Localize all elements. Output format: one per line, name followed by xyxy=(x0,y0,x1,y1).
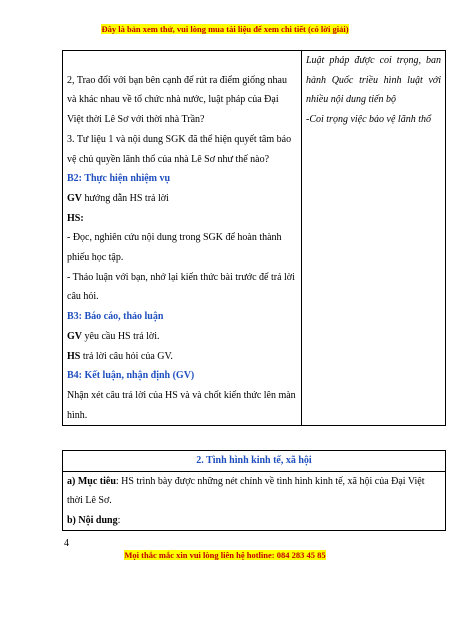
content-label: b) Nội dung xyxy=(67,514,118,526)
step-2-title: B2: Thực hiện nhiệm vụ xyxy=(67,173,171,185)
teacher-student-activities-cell xyxy=(63,51,302,426)
question-3: 3. Tư liệu 1 và nội dung SGK đã thể hiện quyết tâm bảo vệ chủ quyền lãnh thổ của nhà Lê Sơ như thế nào? xyxy=(67,133,292,165)
hs-label: HS xyxy=(67,350,81,362)
gv-label: GV xyxy=(67,192,82,204)
lesson-activity-table xyxy=(62,50,446,426)
section-body xyxy=(63,471,446,531)
question-2: 2, Trao đổi với bạn bên cạnh để rút ra điểm giống nhau và khác nhau về tổ chức nhà nước, luật pháp của Đại Việt thời Lê Sơ với thời nhà Trần? xyxy=(67,74,287,126)
hotline-banner-text: Mọi thắc mắc xin vui lòng liên hệ hotline: 084 283 45 85 xyxy=(124,550,326,560)
step-3-hs-text: trả lời câu hỏi của GV. xyxy=(80,350,173,362)
step-2-gv-line xyxy=(67,189,297,209)
step-4-title: B4: Kết luận, nhận định (GV) xyxy=(67,370,195,382)
step-2-gv-text: hướng dẫn HS trả lời xyxy=(82,192,169,204)
preview-banner xyxy=(0,24,450,34)
step-2-item-2: - Thảo luận với bạn, nhớ lại kiến thức bài trước để trả lời câu hỏi. xyxy=(67,271,295,303)
goal-label: a) Mục tiêu xyxy=(67,475,116,487)
page-number: 4 xyxy=(64,538,69,549)
section-economy-society-table xyxy=(62,450,446,531)
content-line xyxy=(67,511,441,531)
step-3-gv-line xyxy=(67,327,297,347)
section-title: 2. Tình hình kinh tế, xã hội xyxy=(63,451,446,472)
hotline-banner xyxy=(0,550,450,560)
step-3-gv-text: yêu cầu HS trả lời. xyxy=(82,330,160,342)
outcome-law: Luật pháp được coi trọng, ban hành Quốc triều hình luật với nhiều nội dung tiến bộ xyxy=(306,55,441,106)
step-3-title: B3: Báo cáo, thảo luận xyxy=(67,311,164,323)
goal-line xyxy=(67,472,441,511)
step-2-item-1: - Đọc, nghiên cứu nội dung trong SGK để hoàn thành phiếu học tập. xyxy=(67,232,282,264)
gv-label: GV xyxy=(67,330,82,342)
outcome-territory: -Coi trọng việc bảo vệ lãnh thổ xyxy=(306,113,431,125)
preview-banner-text: Đây là bản xem thử, vui lòng mua tài liệu để xem chi tiết (có lời giải) xyxy=(101,24,349,34)
step-3-hs-line xyxy=(67,347,297,367)
step-2-hs-label: HS: xyxy=(67,212,84,224)
goal-text: : HS trình bày được những nét chính về tình hình kinh tế, xã hội của Đại Việt thời Lê Sơ. xyxy=(67,475,425,506)
step-4-text: Nhận xét câu trả lời của HS và và chốt kiến thức lên màn hình. xyxy=(67,389,296,421)
content-text: : xyxy=(117,514,121,526)
expected-outcome-cell xyxy=(302,51,446,426)
